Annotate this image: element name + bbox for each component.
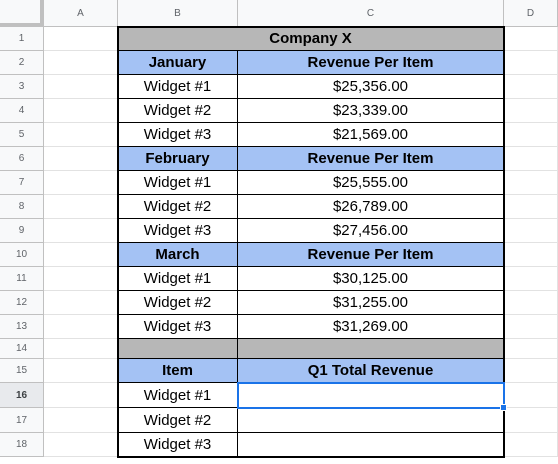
- row-header-2[interactable]: 2: [0, 51, 44, 75]
- column-header-b[interactable]: B: [118, 0, 238, 27]
- column-header-c[interactable]: C: [238, 0, 504, 27]
- cell-d5[interactable]: [504, 123, 558, 147]
- item-header[interactable]: Item: [118, 359, 238, 383]
- revenue-cell[interactable]: $30,125.00: [238, 267, 504, 291]
- cell-d17[interactable]: [504, 408, 558, 433]
- row-header-17[interactable]: 17: [0, 408, 44, 433]
- item-cell[interactable]: Widget #1: [118, 267, 238, 291]
- cell-d6[interactable]: [504, 147, 558, 171]
- cell-d7[interactable]: [504, 171, 558, 195]
- item-cell[interactable]: Widget #3: [118, 123, 238, 147]
- cell-a10[interactable]: [44, 243, 118, 267]
- item-cell[interactable]: Widget #3: [118, 433, 238, 457]
- revenue-cell[interactable]: $21,569.00: [238, 123, 504, 147]
- total-cell[interactable]: [238, 408, 504, 433]
- row-header-16[interactable]: 16: [0, 383, 44, 408]
- row-header-4[interactable]: 4: [0, 99, 44, 123]
- table-title[interactable]: Company X: [118, 27, 504, 51]
- cell-a12[interactable]: [44, 291, 118, 315]
- row-header-9[interactable]: 9: [0, 219, 44, 243]
- item-cell[interactable]: Widget #1: [118, 75, 238, 99]
- item-cell[interactable]: Widget #2: [118, 99, 238, 123]
- cell-a1[interactable]: [44, 27, 118, 51]
- cell-d14[interactable]: [504, 339, 558, 359]
- cell-a15[interactable]: [44, 359, 118, 383]
- revenue-header[interactable]: Revenue Per Item: [238, 243, 504, 267]
- cell-d18[interactable]: [504, 433, 558, 457]
- cell-d4[interactable]: [504, 99, 558, 123]
- column-header-a[interactable]: A: [44, 0, 118, 27]
- revenue-cell[interactable]: $23,339.00: [238, 99, 504, 123]
- cell-a14[interactable]: [44, 339, 118, 359]
- cell-a17[interactable]: [44, 408, 118, 433]
- cell-d9[interactable]: [504, 219, 558, 243]
- month-header[interactable]: February: [118, 147, 238, 171]
- item-cell[interactable]: Widget #2: [118, 291, 238, 315]
- cell-a4[interactable]: [44, 99, 118, 123]
- total-cell[interactable]: [238, 433, 504, 457]
- revenue-cell[interactable]: $25,555.00: [238, 171, 504, 195]
- revenue-header[interactable]: Revenue Per Item: [238, 147, 504, 171]
- row-header-3[interactable]: 3: [0, 75, 44, 99]
- row-header-13[interactable]: 13: [0, 315, 44, 339]
- cell-d2[interactable]: [504, 51, 558, 75]
- cell-d8[interactable]: [504, 195, 558, 219]
- cell-a18[interactable]: [44, 433, 118, 457]
- row-header-11[interactable]: 11: [0, 267, 44, 291]
- row-header-5[interactable]: 5: [0, 123, 44, 147]
- revenue-header[interactable]: Revenue Per Item: [238, 51, 504, 75]
- revenue-cell[interactable]: $31,269.00: [238, 315, 504, 339]
- item-cell[interactable]: Widget #1: [118, 383, 238, 408]
- row-header-8[interactable]: 8: [0, 195, 44, 219]
- item-cell[interactable]: Widget #3: [118, 315, 238, 339]
- total-header[interactable]: Q1 Total Revenue: [238, 359, 504, 383]
- cell-d1[interactable]: [504, 27, 558, 51]
- row-header-14[interactable]: 14: [0, 339, 44, 359]
- cell-a11[interactable]: [44, 267, 118, 291]
- select-all-corner[interactable]: [0, 0, 44, 27]
- column-header-bar: [0, 0, 558, 27]
- cell-a5[interactable]: [44, 123, 118, 147]
- cell-d10[interactable]: [504, 243, 558, 267]
- cell-a16[interactable]: [44, 383, 118, 408]
- row-header-12[interactable]: 12: [0, 291, 44, 315]
- cell-d3[interactable]: [504, 75, 558, 99]
- row-header-7[interactable]: 7: [0, 171, 44, 195]
- row-header-1[interactable]: 1: [0, 27, 44, 51]
- month-header[interactable]: January: [118, 51, 238, 75]
- cell-a8[interactable]: [44, 195, 118, 219]
- cell-b14[interactable]: [118, 339, 238, 359]
- revenue-cell[interactable]: $26,789.00: [238, 195, 504, 219]
- cell-a9[interactable]: [44, 219, 118, 243]
- revenue-cell[interactable]: $31,255.00: [238, 291, 504, 315]
- cell-a13[interactable]: [44, 315, 118, 339]
- item-cell[interactable]: Widget #3: [118, 219, 238, 243]
- row-header-15[interactable]: 15: [0, 359, 44, 383]
- item-cell[interactable]: Widget #2: [118, 408, 238, 433]
- row-header-18[interactable]: 18: [0, 433, 44, 457]
- cell-a6[interactable]: [44, 147, 118, 171]
- item-cell[interactable]: Widget #2: [118, 195, 238, 219]
- item-cell[interactable]: Widget #1: [118, 171, 238, 195]
- cell-a2[interactable]: [44, 51, 118, 75]
- fill-handle[interactable]: [500, 404, 507, 411]
- cell-d12[interactable]: [504, 291, 558, 315]
- cell-a3[interactable]: [44, 75, 118, 99]
- total-cell[interactable]: [238, 383, 504, 408]
- cell-a7[interactable]: [44, 171, 118, 195]
- cell-d16[interactable]: [504, 383, 558, 408]
- cell-d15[interactable]: [504, 359, 558, 383]
- cell-d11[interactable]: [504, 267, 558, 291]
- row-header-10[interactable]: 10: [0, 243, 44, 267]
- cell-d13[interactable]: [504, 315, 558, 339]
- row-header-6[interactable]: 6: [0, 147, 44, 171]
- month-header[interactable]: March: [118, 243, 238, 267]
- revenue-cell[interactable]: $27,456.00: [238, 219, 504, 243]
- column-header-d[interactable]: D: [504, 0, 558, 27]
- cell-c14[interactable]: [238, 339, 504, 359]
- revenue-cell[interactable]: $25,356.00: [238, 75, 504, 99]
